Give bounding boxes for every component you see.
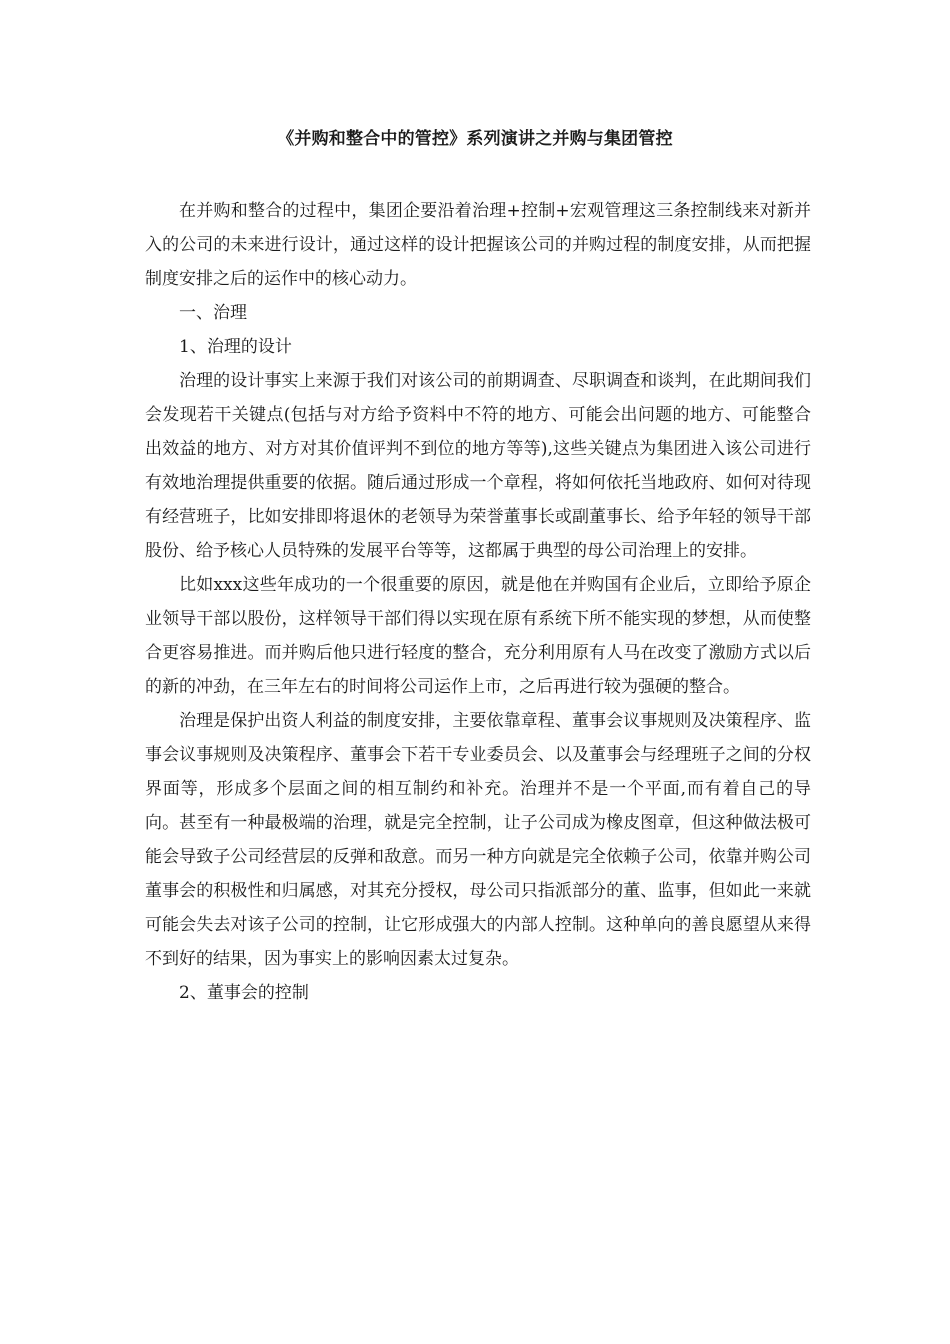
paragraph-governance-arrangement: 治理是保护出资人利益的制度安排，主要依靠章程、董事会议事规则及决策程序、监事会议事规则及决策程序、董事会下若干专业委员会、以及董事会与经理班子之间的分权界面等，形成多个层面之间的相互制约和补充。治理并不是一个平面,而有着自己的导向。甚至有一种最极端的治理，就是完全控制，让子公司成为橡皮图章，但这种做法极可能会导致子公司经营层的反弹和敌意。而另一种方向就是完全依赖子公司，依靠并购公司董事会的积极性和归属感，对其充分授权，母公司只指派部分的董、监事，但如此一来就可能会失去对该子公司的控制，让它形成强大的内部人控制。这种单向的善良愿望从来得不到好的结果，因为事实上的影响因素太过复杂。 [145,711,811,969]
subsection-heading-governance-design: 1、治理的设计 [179,337,292,357]
section-heading-governance: 一、治理 [179,303,247,323]
paragraph-governance-design: 治理的设计事实上来源于我们对该公司的前期调查、尽职调查和谈判，在此期间我们会发现若干关键点(包括与对方给予资料中不符的地方、可能会出问题的地方、可能整合出效益的地方、对方对其价值评判不到位的地方等等),这些关键点为集团进入该公司进行有效地治理提供重要的依据。随后通过形成一个章程，将如何依托当地政府、如何对待现有经营班子，比如安排即将退休的老领导为荣誉董事长或副董事长、给予年轻的领导干部股份、给予核心人员特殊的发展平台等等，这都属于典型的母公司治理上的安排。 [145,371,811,561]
intro-paragraph: 在并购和整合的过程中，集团企要沿着治理+控制+宏观管理这三条控制线来对新并入的公司的未来进行设计，通过这样的设计把握该公司的并购过程的制度安排，从而把握制度安排之后的运作中的核心动力。 [145,201,811,289]
paragraph-example: 比如xxx这些年成功的一个很重要的原因，就是他在并购国有企业后，立即给予原企业领导干部以股份，这样领导干部们得以实现在原有系统下所不能实现的梦想，从而使整合更容易推进。而并购后他只进行轻度的整合，充分利用原有人马在改变了激励方式以后的新的冲劲，在三年左右的时间将公司运作上市，之后再进行较为强硬的整合。 [145,575,811,697]
subsection-heading-board-control: 2、董事会的控制 [179,983,309,1003]
document-body [145,194,811,1010]
document-title: 《并购和整合中的管控》系列演讲之并购与集团管控 [277,129,673,149]
